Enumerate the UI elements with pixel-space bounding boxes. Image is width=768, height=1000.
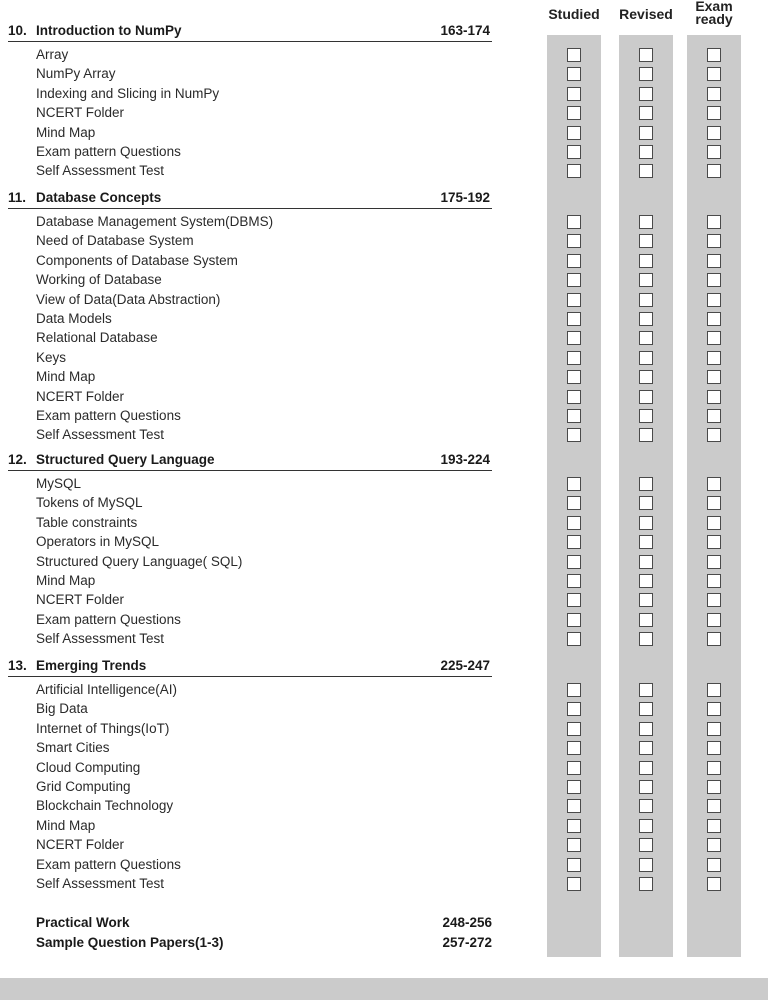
checkbox-studied[interactable] bbox=[567, 535, 581, 549]
topic-item: Exam pattern Questions bbox=[36, 408, 181, 423]
checkbox-revised[interactable] bbox=[639, 390, 653, 404]
checkbox-studied[interactable] bbox=[567, 390, 581, 404]
checkbox-exam-ready[interactable] bbox=[707, 683, 721, 697]
topic-item: Components of Database System bbox=[36, 252, 238, 268]
checkbox-studied[interactable] bbox=[567, 370, 581, 384]
topic-item: Keys bbox=[36, 349, 67, 365]
checkbox-exam-ready[interactable] bbox=[707, 351, 721, 365]
checkbox-revised[interactable] bbox=[639, 428, 653, 442]
checkbox-exam-ready[interactable] bbox=[707, 761, 721, 775]
checkbox-exam-ready[interactable] bbox=[707, 390, 721, 404]
extra-section-pages: 248-256 bbox=[442, 915, 492, 930]
checkbox-revised[interactable] bbox=[639, 722, 653, 736]
topic-item: NCERT Folder bbox=[36, 105, 125, 121]
topic-item: Data Models bbox=[36, 311, 112, 326]
chapter-title: Introduction to NumPy bbox=[36, 23, 182, 38]
topic-item: NCERT Folder bbox=[36, 592, 125, 608]
topic-item: View of Data(Data Abstraction) bbox=[36, 291, 221, 307]
checkbox-exam-ready[interactable] bbox=[707, 799, 721, 813]
checkbox-studied[interactable] bbox=[567, 799, 581, 813]
checkbox-exam-ready[interactable] bbox=[707, 877, 721, 891]
topic-item: Need of Database System bbox=[36, 233, 194, 249]
checkbox-revised[interactable] bbox=[639, 164, 653, 178]
checkbox-studied[interactable] bbox=[567, 87, 581, 101]
checkbox-revised[interactable] bbox=[639, 254, 653, 268]
checkbox-studied[interactable] bbox=[567, 254, 581, 268]
checkbox-exam-ready[interactable] bbox=[707, 555, 721, 569]
chapter-heading bbox=[8, 21, 492, 42]
checkbox-exam-ready[interactable] bbox=[707, 126, 721, 140]
topic-item: Indexing and Slicing in NumPy bbox=[36, 85, 220, 101]
topic-item: Database Management System(DBMS) bbox=[36, 214, 274, 229]
checkbox-revised[interactable] bbox=[639, 535, 653, 549]
chapter-pages: 175-192 bbox=[440, 190, 490, 205]
checkbox-exam-ready[interactable] bbox=[707, 312, 721, 326]
checkbox-revised[interactable] bbox=[639, 496, 653, 510]
checkbox-revised[interactable] bbox=[639, 409, 653, 423]
topic-item: Exam pattern Questions bbox=[36, 144, 181, 159]
checkbox-exam-ready[interactable] bbox=[707, 254, 721, 268]
checkbox-studied[interactable] bbox=[567, 477, 581, 491]
checkbox-revised[interactable] bbox=[639, 106, 653, 120]
chapter-number: 11. bbox=[8, 190, 27, 205]
topic-item: Grid Computing bbox=[36, 779, 131, 794]
column-header-line: Studied bbox=[548, 6, 600, 22]
checkbox-studied[interactable] bbox=[567, 819, 581, 833]
checkbox-revised[interactable] bbox=[639, 761, 653, 775]
checkbox-studied[interactable] bbox=[567, 164, 581, 178]
topic-item: Relational Database bbox=[36, 330, 158, 346]
topic-item: Big Data bbox=[36, 701, 88, 717]
column-header-studied bbox=[533, 8, 615, 21]
checkbox-revised[interactable] bbox=[639, 234, 653, 248]
topic-item: Self Assessment Test bbox=[36, 427, 165, 443]
checkbox-exam-ready[interactable] bbox=[707, 819, 721, 833]
checkbox-revised[interactable] bbox=[639, 145, 653, 159]
checkbox-exam-ready[interactable] bbox=[707, 838, 721, 852]
topic-item: Operators in MySQL bbox=[36, 534, 160, 550]
chapter-title: Database Concepts bbox=[36, 190, 162, 205]
chapter-pages: 193-224 bbox=[440, 452, 490, 467]
checkbox-revised[interactable] bbox=[639, 683, 653, 697]
topic-item: Array bbox=[36, 47, 69, 62]
checkbox-studied[interactable] bbox=[567, 858, 581, 872]
checkbox-exam-ready[interactable] bbox=[707, 293, 721, 307]
chapter-title: Emerging Trends bbox=[36, 658, 147, 673]
checkbox-revised[interactable] bbox=[639, 215, 653, 229]
checkbox-studied[interactable] bbox=[567, 555, 581, 569]
extra-section-row bbox=[36, 935, 492, 950]
checkbox-exam-ready[interactable] bbox=[707, 535, 721, 549]
checkbox-revised[interactable] bbox=[639, 702, 653, 716]
column-header-line: Revised bbox=[619, 6, 673, 22]
checkbox-studied[interactable] bbox=[567, 126, 581, 140]
checkbox-exam-ready[interactable] bbox=[707, 234, 721, 248]
checkbox-revised[interactable] bbox=[639, 613, 653, 627]
topic-item: Working of Database bbox=[36, 272, 162, 288]
chapter-heading bbox=[8, 656, 492, 677]
checkbox-studied[interactable] bbox=[567, 877, 581, 891]
checkbox-exam-ready[interactable] bbox=[707, 593, 721, 607]
extra-section-row bbox=[36, 915, 492, 930]
checkbox-exam-ready[interactable] bbox=[707, 273, 721, 287]
topic-item: Self Assessment Test bbox=[36, 876, 165, 891]
checkbox-revised[interactable] bbox=[639, 741, 653, 755]
checkbox-exam-ready[interactable] bbox=[707, 741, 721, 755]
checkbox-revised[interactable] bbox=[639, 312, 653, 326]
topic-item: Smart Cities bbox=[36, 740, 110, 756]
checkbox-revised[interactable] bbox=[639, 838, 653, 852]
checkbox-exam-ready[interactable] bbox=[707, 632, 721, 646]
checkbox-exam-ready[interactable] bbox=[707, 722, 721, 736]
checkbox-studied[interactable] bbox=[567, 632, 581, 646]
topic-item: Mind Map bbox=[36, 124, 96, 140]
checkbox-studied[interactable] bbox=[567, 516, 581, 530]
topic-item: Blockchain Technology bbox=[36, 798, 174, 814]
checkbox-revised[interactable] bbox=[639, 516, 653, 530]
checkbox-revised[interactable] bbox=[639, 331, 653, 345]
checkbox-exam-ready[interactable] bbox=[707, 613, 721, 627]
chapter-heading bbox=[8, 450, 492, 471]
checkbox-studied[interactable] bbox=[567, 838, 581, 852]
checkbox-exam-ready[interactable] bbox=[707, 145, 721, 159]
checkbox-studied[interactable] bbox=[567, 234, 581, 248]
checkbox-exam-ready[interactable] bbox=[707, 67, 721, 81]
checkbox-studied[interactable] bbox=[567, 273, 581, 287]
checkbox-revised[interactable] bbox=[639, 370, 653, 384]
checkbox-exam-ready[interactable] bbox=[707, 106, 721, 120]
checkbox-exam-ready[interactable] bbox=[707, 370, 721, 384]
checkbox-studied[interactable] bbox=[567, 722, 581, 736]
extra-section-title: Sample Question Papers(1-3) bbox=[36, 935, 224, 950]
checkbox-revised[interactable] bbox=[639, 351, 653, 365]
checkbox-revised[interactable] bbox=[639, 780, 653, 794]
topic-item: MySQL bbox=[36, 476, 82, 491]
topic-item: Self Assessment Test bbox=[36, 163, 165, 179]
checkbox-revised[interactable] bbox=[639, 858, 653, 872]
topic-item: Exam pattern Questions bbox=[36, 856, 181, 872]
footer-bar bbox=[0, 978, 768, 1000]
checkbox-exam-ready[interactable] bbox=[707, 858, 721, 872]
checkbox-studied[interactable] bbox=[567, 331, 581, 345]
checkbox-revised[interactable] bbox=[639, 593, 653, 607]
chapter-title: Structured Query Language bbox=[36, 452, 215, 467]
checkbox-studied[interactable] bbox=[567, 496, 581, 510]
topic-item: Mind Map bbox=[36, 817, 96, 833]
checkbox-revised[interactable] bbox=[639, 273, 653, 287]
checkbox-exam-ready[interactable] bbox=[707, 331, 721, 345]
checkbox-exam-ready[interactable] bbox=[707, 409, 721, 423]
checkbox-exam-ready[interactable] bbox=[707, 428, 721, 442]
checkbox-revised[interactable] bbox=[639, 126, 653, 140]
checkbox-exam-ready[interactable] bbox=[707, 780, 721, 794]
checkbox-revised[interactable] bbox=[639, 632, 653, 646]
topic-item: Artificial Intelligence(AI) bbox=[36, 682, 178, 697]
checkbox-exam-ready[interactable] bbox=[707, 574, 721, 588]
checkbox-studied[interactable] bbox=[567, 106, 581, 120]
checkbox-revised[interactable] bbox=[639, 87, 653, 101]
topic-item: Table constraints bbox=[36, 514, 138, 530]
chapter-heading bbox=[8, 188, 492, 209]
checkbox-studied[interactable] bbox=[567, 761, 581, 775]
checkbox-studied[interactable] bbox=[567, 741, 581, 755]
checkbox-studied[interactable] bbox=[567, 702, 581, 716]
checkbox-exam-ready[interactable] bbox=[707, 215, 721, 229]
checkbox-exam-ready[interactable] bbox=[707, 516, 721, 530]
checkbox-exam-ready[interactable] bbox=[707, 87, 721, 101]
extra-section-title: Practical Work bbox=[36, 915, 130, 930]
topic-item: Exam pattern Questions bbox=[36, 611, 181, 627]
topic-item: NumPy Array bbox=[36, 66, 116, 82]
checkbox-revised[interactable] bbox=[639, 799, 653, 813]
topic-item: Mind Map bbox=[36, 573, 96, 588]
topic-item: Structured Query Language( SQL) bbox=[36, 553, 243, 569]
checkbox-revised[interactable] bbox=[639, 293, 653, 307]
checkbox-studied[interactable] bbox=[567, 145, 581, 159]
checkbox-studied[interactable] bbox=[567, 312, 581, 326]
checkbox-studied[interactable] bbox=[567, 293, 581, 307]
checkbox-exam-ready[interactable] bbox=[707, 477, 721, 491]
chapter-pages: 163-174 bbox=[440, 23, 490, 38]
column-header-line: ready bbox=[695, 11, 733, 27]
checkbox-studied[interactable] bbox=[567, 574, 581, 588]
topic-item: NCERT Folder bbox=[36, 388, 125, 404]
checkbox-studied[interactable] bbox=[567, 48, 581, 62]
topic-item: Cloud Computing bbox=[36, 759, 141, 775]
checkbox-revised[interactable] bbox=[639, 574, 653, 588]
topic-item: NCERT Folder bbox=[36, 837, 125, 853]
checkbox-exam-ready[interactable] bbox=[707, 164, 721, 178]
checkbox-studied[interactable] bbox=[567, 428, 581, 442]
checkbox-revised[interactable] bbox=[639, 819, 653, 833]
checkbox-studied[interactable] bbox=[567, 409, 581, 423]
checkbox-revised[interactable] bbox=[639, 67, 653, 81]
topic-item: Mind Map bbox=[36, 369, 96, 385]
checkbox-exam-ready[interactable] bbox=[707, 48, 721, 62]
chapter-pages: 225-247 bbox=[440, 658, 490, 673]
chapter-number: 10. bbox=[8, 23, 27, 38]
checkbox-revised[interactable] bbox=[639, 48, 653, 62]
checkbox-studied[interactable] bbox=[567, 215, 581, 229]
checkbox-revised[interactable] bbox=[639, 555, 653, 569]
checkbox-revised[interactable] bbox=[639, 877, 653, 891]
checkbox-exam-ready[interactable] bbox=[707, 496, 721, 510]
checkbox-studied[interactable] bbox=[567, 593, 581, 607]
chapter-number: 13. bbox=[8, 658, 27, 673]
checkbox-studied[interactable] bbox=[567, 780, 581, 794]
chapter-number: 12. bbox=[8, 452, 27, 467]
extra-section-pages: 257-272 bbox=[442, 935, 492, 950]
checkbox-studied[interactable] bbox=[567, 67, 581, 81]
topic-item: Tokens of MySQL bbox=[36, 495, 143, 511]
checkbox-studied[interactable] bbox=[567, 351, 581, 365]
checkbox-revised[interactable] bbox=[639, 477, 653, 491]
topic-item: Self Assessment Test bbox=[36, 631, 165, 647]
column-header-exam-ready bbox=[673, 0, 755, 26]
checkbox-studied[interactable] bbox=[567, 613, 581, 627]
checkbox-studied[interactable] bbox=[567, 683, 581, 697]
checkbox-exam-ready[interactable] bbox=[707, 702, 721, 716]
topic-item: Internet of Things(IoT) bbox=[36, 720, 170, 736]
column-header-line: Exam bbox=[695, 0, 733, 14]
